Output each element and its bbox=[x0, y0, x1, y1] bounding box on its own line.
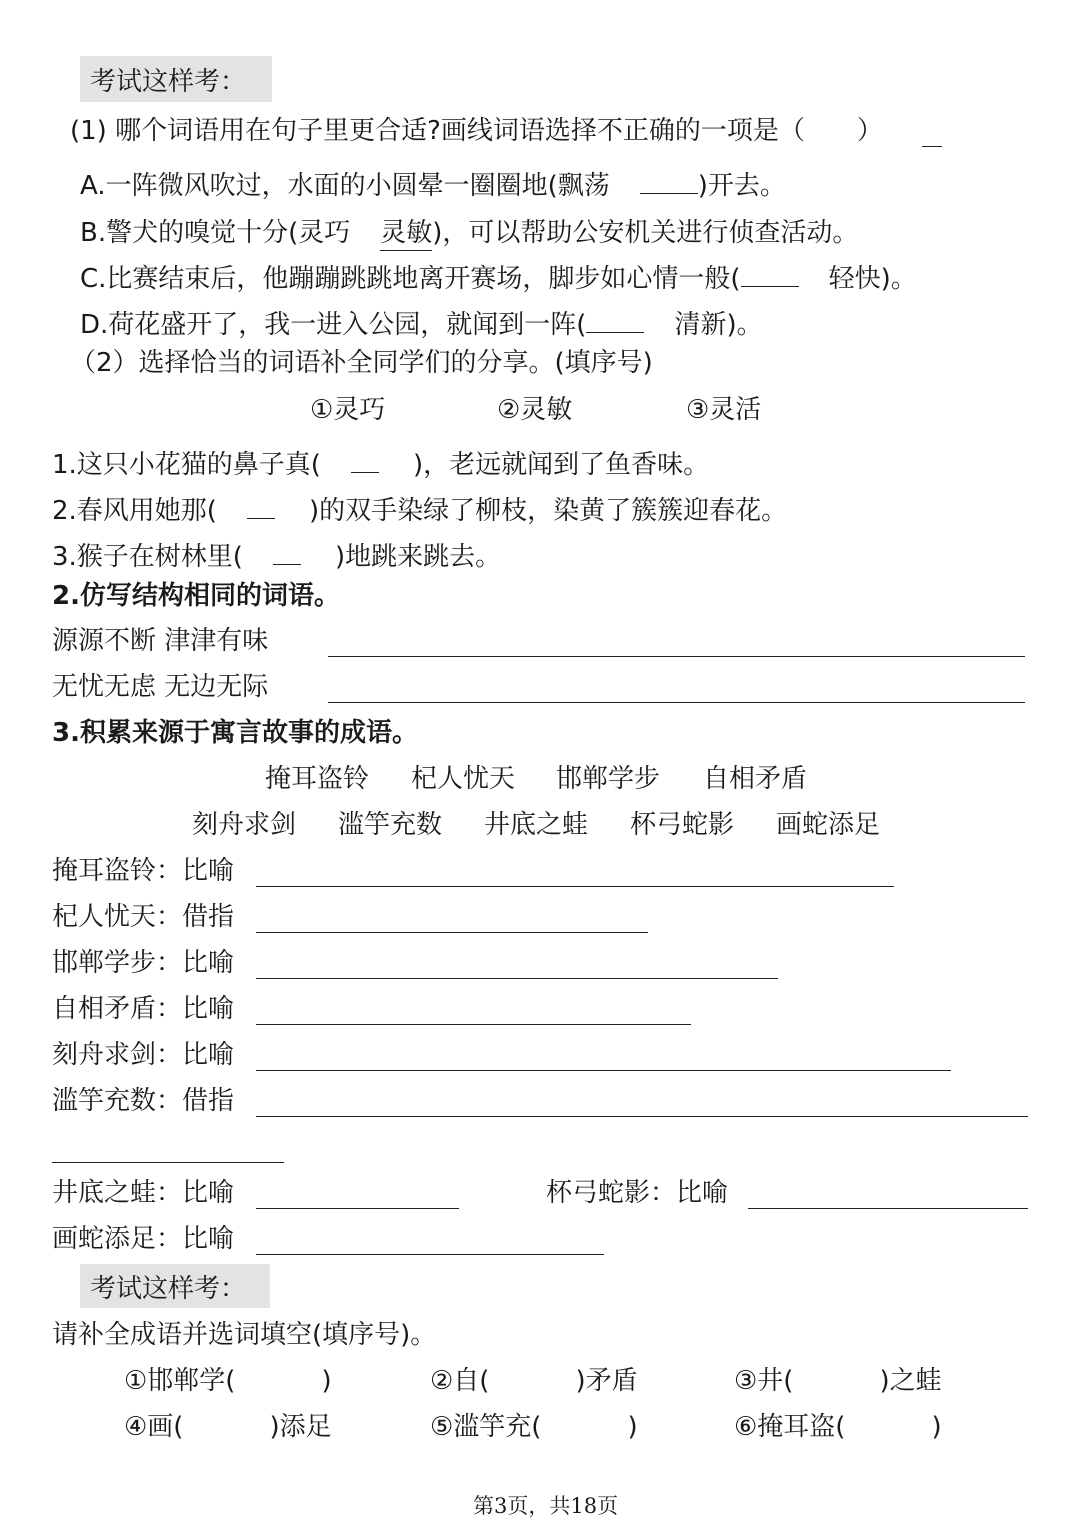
q2-item-3-pre: 3.猴子在树林里( bbox=[52, 542, 243, 572]
q1-option-a-pre: A.一阵微风吹过，水面的小圆晕一圈圈地(飘荡 bbox=[80, 171, 610, 201]
def-6 bbox=[52, 1088, 234, 1114]
def-4 bbox=[52, 996, 234, 1022]
page-number: 第3页，共18页 bbox=[473, 1494, 619, 1518]
q1-option-b-pre: B.警犬的嗅觉十分(灵巧 bbox=[80, 218, 351, 248]
q2-item-1-post: )，老远就闻到了鱼香味。 bbox=[412, 450, 710, 480]
section3-heading: 3.积累来源于寓言故事的成语。 bbox=[52, 718, 418, 748]
fill-1 bbox=[124, 1368, 332, 1394]
def-3-kind: 比喻 bbox=[182, 948, 235, 978]
def-8-line bbox=[748, 1208, 1028, 1209]
q1-option-a-blank bbox=[640, 175, 698, 194]
def-4-idiom: 自相矛盾： bbox=[52, 994, 183, 1024]
def-6-line-cont bbox=[52, 1162, 284, 1163]
imitation-line-1 bbox=[328, 656, 1025, 657]
q1-option-d-blank bbox=[586, 314, 644, 333]
def-9-line bbox=[256, 1254, 604, 1255]
exam-banner-1-text: 考试这样考： bbox=[90, 66, 247, 97]
idiom-1: 掩耳盗铃 bbox=[265, 764, 370, 794]
fill-4-pre: ④画( bbox=[124, 1412, 184, 1442]
fill-1-post: ) bbox=[321, 1366, 332, 1396]
idiom-7: 井底之蛙 bbox=[484, 810, 589, 840]
q2-stem: （2）选择恰当的词语补全同学们的分享。(填序号) bbox=[70, 348, 653, 378]
q2-item-1-pre: 1.这只小花猫的鼻子真( bbox=[52, 450, 321, 480]
fill-2 bbox=[430, 1368, 638, 1394]
imitation-line-2 bbox=[328, 702, 1025, 703]
q2-choice-2: ②灵敏 bbox=[497, 395, 573, 425]
q1-option-d bbox=[80, 304, 763, 341]
q1-option-c-blank bbox=[741, 268, 799, 287]
def-5-kind: 比喻 bbox=[182, 1040, 235, 1070]
def-8-idiom: 杯弓蛇影： bbox=[546, 1178, 677, 1208]
def-7-line bbox=[256, 1208, 459, 1209]
fill-5-post: ) bbox=[627, 1412, 638, 1442]
def-8 bbox=[546, 1180, 728, 1206]
fill-6-pre: ⑥掩耳盗( bbox=[734, 1412, 846, 1442]
def-2 bbox=[52, 904, 234, 930]
idiom-9: 画蛇添足 bbox=[776, 810, 881, 840]
q1-option-b bbox=[80, 212, 858, 251]
q1-option-c-pre: C.比赛结束后，他蹦蹦跳跳地离开赛场，脚步如心情一般( bbox=[80, 264, 741, 294]
imitation-row-1: 源源不断 津津有味 bbox=[52, 626, 269, 656]
def-5-line bbox=[256, 1070, 951, 1071]
q2-item-1-blank bbox=[351, 454, 379, 473]
q1-option-d-post: 清新)。 bbox=[674, 310, 763, 340]
q2-item-2 bbox=[52, 490, 787, 527]
section2-heading: 2.仿写结构相同的词语。 bbox=[52, 581, 340, 611]
q1-option-c bbox=[80, 258, 917, 295]
q2-item-2-blank bbox=[247, 500, 275, 519]
def-6-kind: 借指 bbox=[182, 1086, 235, 1116]
def-6-line bbox=[256, 1116, 1028, 1117]
fill-3 bbox=[734, 1368, 942, 1394]
def-7-kind: 比喻 bbox=[182, 1178, 235, 1208]
fill-5 bbox=[430, 1414, 638, 1440]
idiom-6: 滥竽充数 bbox=[338, 810, 443, 840]
q2-choice-1: ①灵巧 bbox=[310, 395, 386, 425]
q1-option-c-post: 轻快)。 bbox=[828, 264, 917, 294]
def-3 bbox=[52, 950, 234, 976]
q1-stem: (1) 哪个词语用在句子里更合适?画线词语选择不正确的一项是（ ） bbox=[70, 116, 883, 146]
q1-option-a bbox=[80, 165, 786, 202]
fill-4 bbox=[124, 1414, 332, 1440]
idiom-5: 刻舟求剑 bbox=[192, 810, 297, 840]
def-5 bbox=[52, 1042, 234, 1068]
def-8-kind: 比喻 bbox=[676, 1178, 729, 1208]
fill-6-post: ) bbox=[931, 1412, 942, 1442]
def-3-line bbox=[256, 978, 778, 979]
def-2-idiom: 杞人忧天： bbox=[52, 902, 183, 932]
q2-item-3-blank bbox=[273, 546, 301, 565]
def-3-idiom: 邯郸学步： bbox=[52, 948, 183, 978]
exam-banner-2-text: 考试这样考： bbox=[90, 1273, 247, 1304]
def-7-idiom: 井底之蛙： bbox=[52, 1178, 183, 1208]
q2-item-2-pre: 2.春风用她那( bbox=[52, 496, 217, 526]
q1-option-b-post: )，可以帮助公安机关进行侦查活动。 bbox=[432, 218, 859, 248]
fill-4-post: )添足 bbox=[269, 1412, 332, 1442]
def-1 bbox=[52, 858, 234, 884]
def-1-line bbox=[256, 886, 894, 887]
fill-6 bbox=[734, 1414, 942, 1440]
def-2-kind: 借指 bbox=[182, 902, 235, 932]
exam-banner-2 bbox=[80, 1264, 270, 1308]
q2-choice-3: ③灵活 bbox=[686, 395, 762, 425]
fill-5-pre: ⑤滥竽充( bbox=[430, 1412, 542, 1442]
imitation-row-2: 无忧无虑 无边无际 bbox=[52, 672, 269, 702]
q2-item-3 bbox=[52, 536, 501, 573]
fill-3-pre: ③井( bbox=[734, 1366, 794, 1396]
idiom-8: 杯弓蛇影 bbox=[630, 810, 735, 840]
def-2-line bbox=[256, 932, 648, 933]
def-9 bbox=[52, 1226, 234, 1252]
idiom-4: 自相矛盾 bbox=[703, 764, 808, 794]
q2-item-3-post: )地跳来跳去。 bbox=[334, 542, 502, 572]
fill-1-pre: ①邯郸学( bbox=[124, 1366, 236, 1396]
idiom-2: 杞人忧天 bbox=[411, 764, 516, 794]
def-5-idiom: 刻舟求剑： bbox=[52, 1040, 183, 1070]
fill-3-post: )之蛙 bbox=[879, 1366, 942, 1396]
def-4-line bbox=[256, 1024, 691, 1025]
def-9-idiom: 画蛇添足： bbox=[52, 1224, 183, 1254]
q1-option-a-post: )开去。 bbox=[697, 171, 786, 201]
def-6-idiom: 滥竽充数： bbox=[52, 1086, 183, 1116]
q1-option-b-underlined: 灵敏 bbox=[380, 212, 432, 251]
q1-answer-blank bbox=[922, 146, 942, 147]
def-1-kind: 比喻 bbox=[182, 856, 235, 886]
def-4-kind: 比喻 bbox=[182, 994, 235, 1024]
fill-2-pre: ②自( bbox=[430, 1366, 490, 1396]
def-9-kind: 比喻 bbox=[182, 1224, 235, 1254]
idiom-3: 邯郸学步 bbox=[556, 764, 661, 794]
q1-option-d-pre: D.荷花盛开了，我一进入公园，就闻到一阵( bbox=[80, 310, 587, 340]
q2-item-2-post: )的双手染绿了柳枝，染黄了簇簇迎春花。 bbox=[308, 496, 788, 526]
q2-item-1 bbox=[52, 444, 709, 481]
section4-instruction: 请补全成语并选词填空(填序号)。 bbox=[52, 1320, 437, 1350]
def-7 bbox=[52, 1180, 234, 1206]
fill-2-post: )矛盾 bbox=[575, 1366, 638, 1396]
def-1-idiom: 掩耳盗铃： bbox=[52, 856, 183, 886]
exam-banner-1 bbox=[80, 56, 272, 102]
